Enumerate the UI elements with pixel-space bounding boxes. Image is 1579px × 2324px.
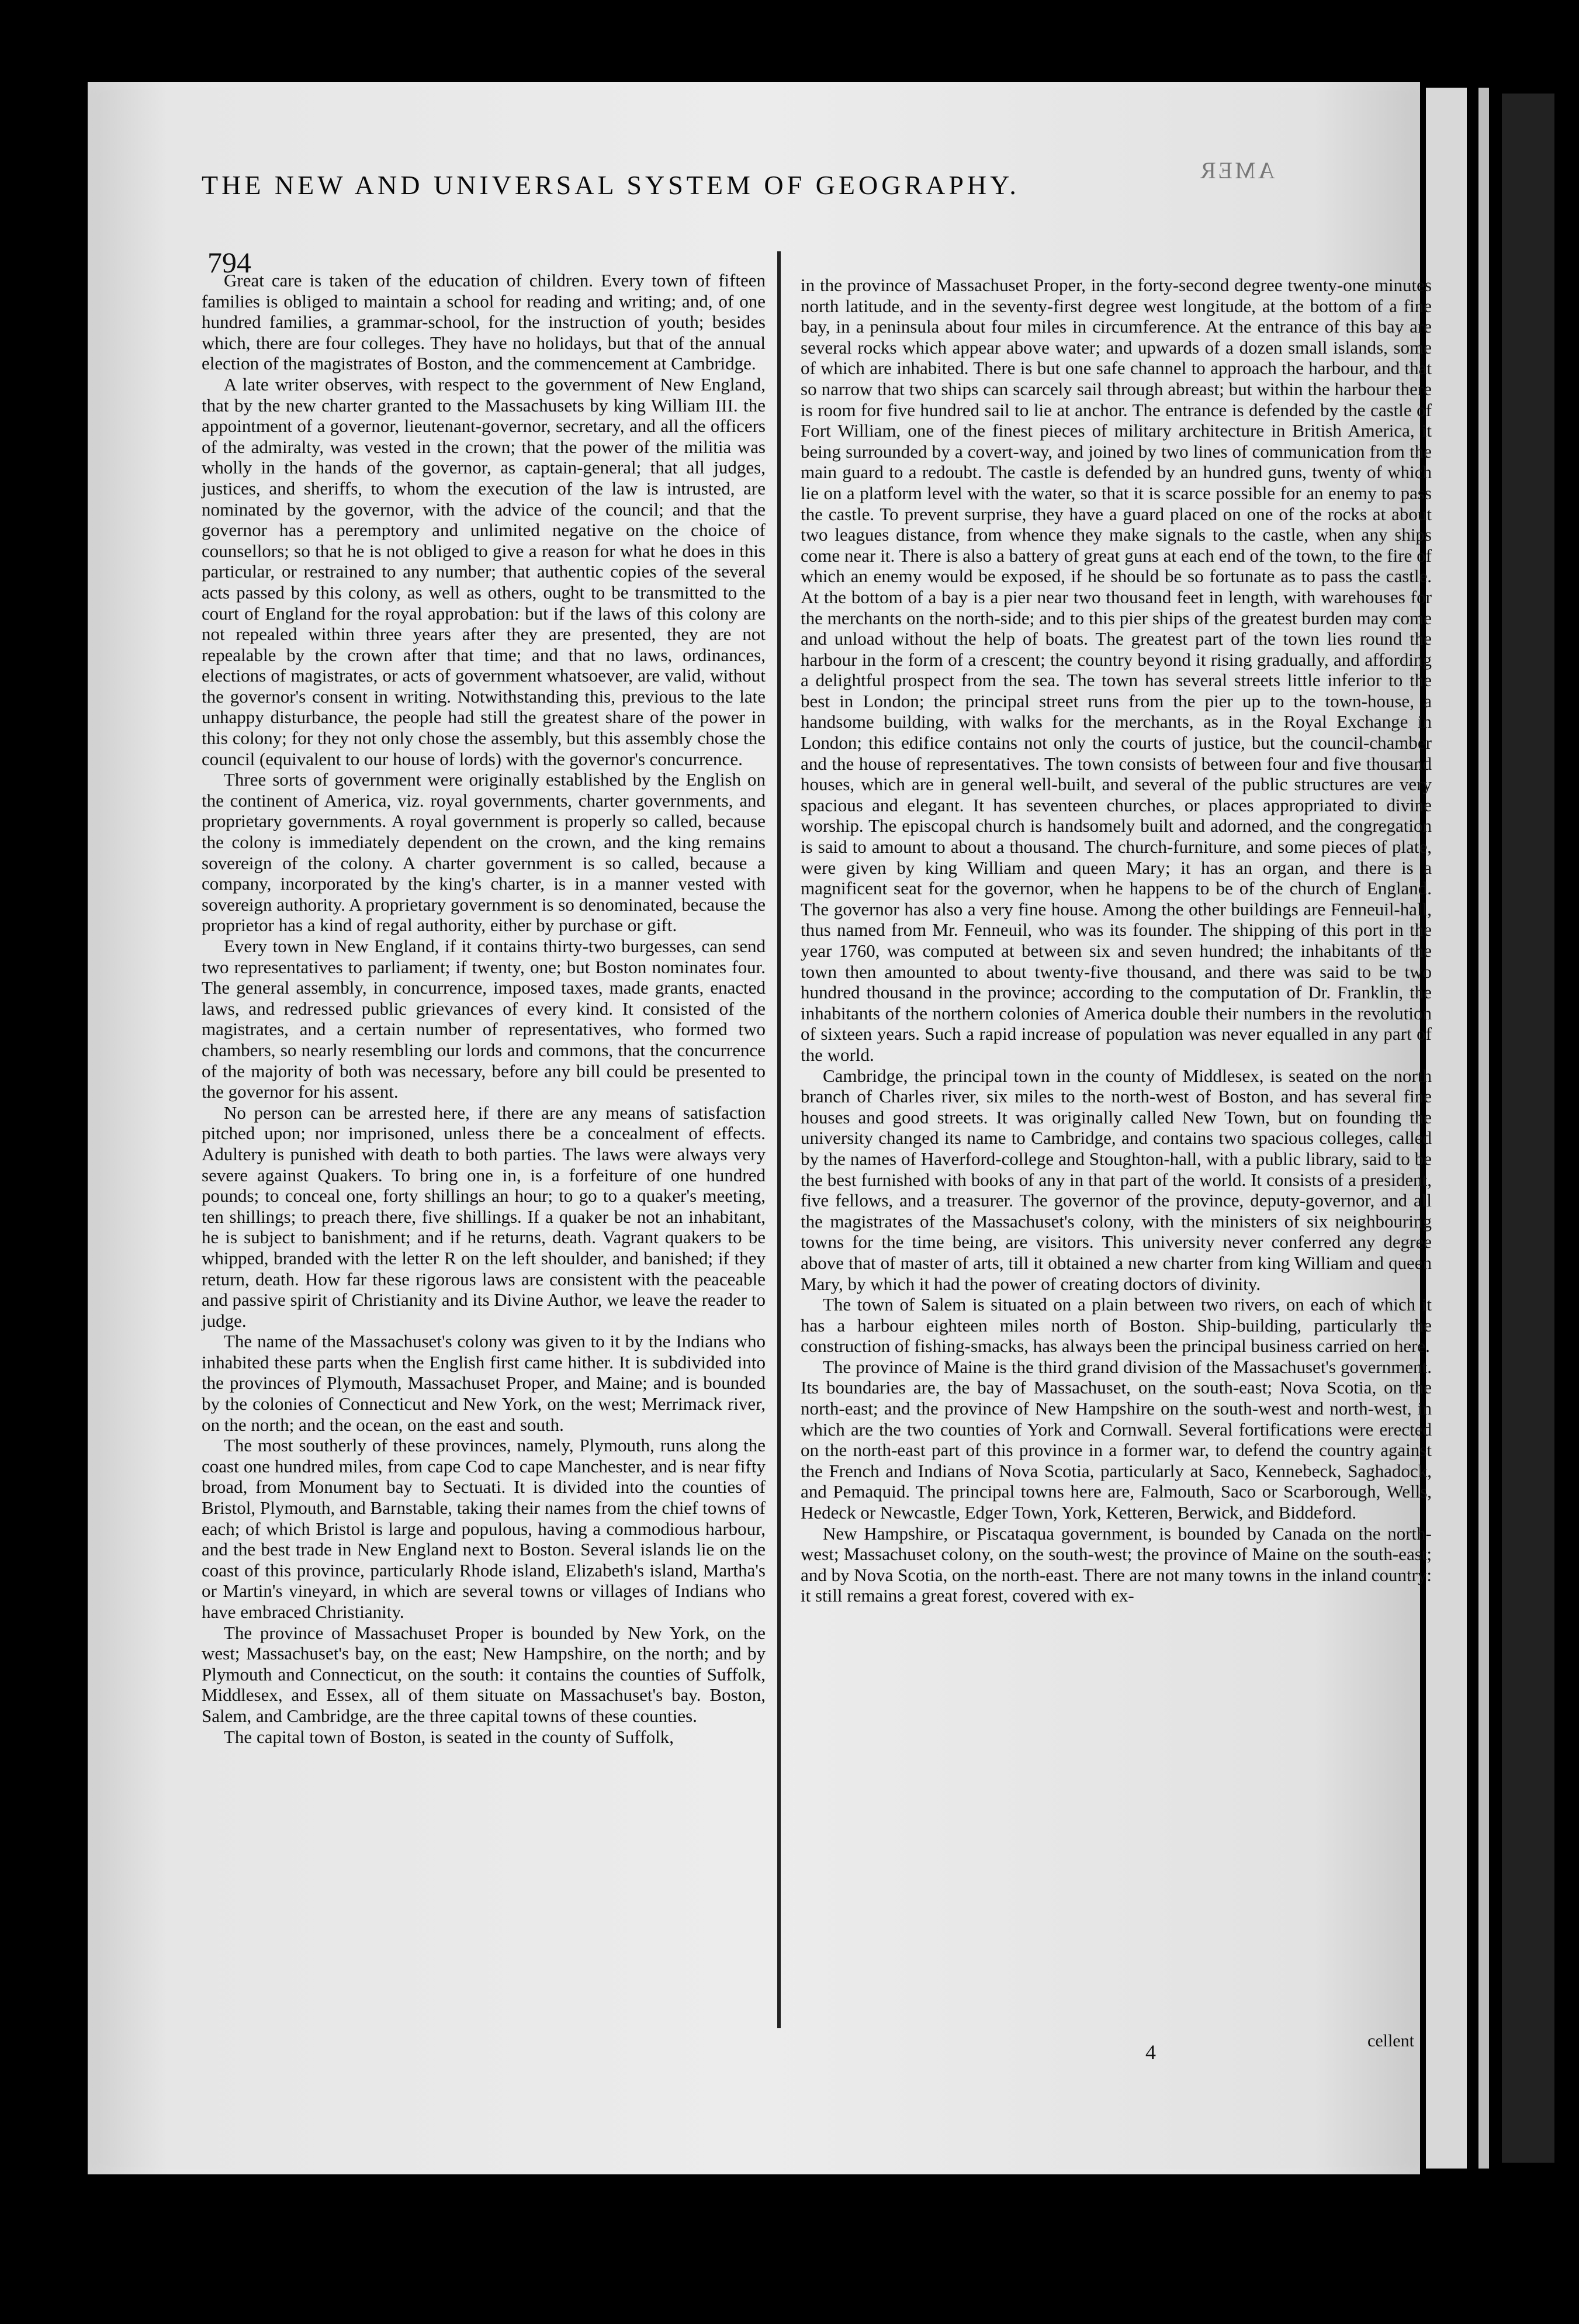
paragraph: The capital town of Boston, is seated in the county of Suffolk, bbox=[224, 1726, 674, 1747]
right-column bbox=[801, 275, 1432, 2075]
signature-mark: 4 bbox=[1145, 2041, 1156, 2064]
column-rule bbox=[777, 251, 781, 2028]
paragraph: The province of Massachuset Proper is bounded by New York, on the west; Massachuset's bay, on the east; New Hampshire, on the north; and by Plymouth and Connecticut, on the south: it contains the counties of Suffolk, Middlesex, and Essex, all of them situate on Massachuset's bay. Boston, Salem, and Cambridge, are the three capital towns of these counties. bbox=[202, 1622, 766, 1726]
left-column bbox=[202, 270, 766, 2076]
paragraph: A late writer observes, with respect to the government of New England, that by the new charter granted to the Massachusets by king William III. the appointment of a governor, lieutenant-governor, secretary, and all the officers of the admiralty, was vested in the crown; that the power of the militia was wholly in the hands of the governor, as captain-general; that all judges, justices, and sheriffs, to whom the execution of the law is intrusted, are nominated by the governor, with the advice of the council; and that the governor has a peremptory and unlimited negative on the choice of counsellors; so that he is not obliged to give a reason for what he does in this particular, or restrained to any number; that authentic copies of the several acts passed by this colony, as well as others, ought to be transmitted to the court of England for the royal approbation: but if the laws of this colony are not repealed within three years after they are presented, they are not repealable by the crown after that time; and that no laws, ordinances, elections of magistrates, or acts of government whatsoever, are valid, without the governor's consent in writing. Notwithstanding this, previous to the late unhappy disturbance, the people had still the greatest share of the power in this colony; for they not only chose the assembly, but this assembly chose the council (equivalent to our house of lords) with the governor's concurrence. bbox=[202, 374, 766, 769]
catchword: cellent bbox=[1367, 2031, 1414, 2050]
paragraph: Three sorts of government were originally established by the English on the continent of America, viz. royal governments, charter governments, and proprietary governments. A royal government is properly so called, because the colony is immediately dependent on the crown, and the king remains sovereign of the colony. A charter government is so called, because a company, incorporated by the king's charter, is in a manner vested with sovereign authority. A proprietary government is so denominated, because the proprietor has a kind of regal authority, either by purchase or gift. bbox=[202, 769, 766, 936]
paragraph: The province of Maine is the third grand division of the Massachuset's government. Its boundaries are, the bay of Massachuset, on the south-east; Nova Scotia, on the north-east; and the province of New Hampshire on the south-west and north-west, in which are the two counties of York and Cornwall. Several fortifications were erected on the north-east part of this province in a former war, to defend the country against the French and Indians of Nova Scotia, particularly at Saco, Kennebeck, Saghadock, and Pemaquid. The principal towns here are, Falmouth, Saco or Scarborough, Wells, Hedeck or Newcastle, Edger Town, York, Ketteren, Berwick, and Biddeford. bbox=[801, 1356, 1432, 1523]
paragraph: in the province of Massachuset Proper, in the forty-second degree twenty-one minutes north latitude, and in the seventy-first degree west longitude, at the bottom of a fine bay, in a peninsula about four miles in circumference. At the entrance of this bay are several rocks which appear above water; and upwards of a dozen small islands, some of which are inhabited. There is but one safe channel to approach the harbour, and that so narrow that two ships can scarcely sail through abreast; but within the harbour there is room for five hundred sail to lie at anchor. The entrance is defended by the castle of Fort William, one of the finest pieces of military architecture in British America, it being surrounded by a covert-way, and joined by two lines of communication from the main guard to a redoubt. The castle is defended by an hundred guns, twenty of which lie on a platform level with the water, so that it is scarce possible for an enemy to pass the castle. To prevent surprise, they have a guard placed on one of the rocks at about two leagues distance, from whence they make signals to the castle, when any ships come near it. There is also a battery of great guns at each end of the town, to the fire of which an enemy would be exposed, if he should be so fortunate as to pass the castle. At the bottom of a bay is a pier near two thousand feet in length, with warehouses for the merchants on the north-side; and to this pier ships of the greatest burden may come and unload without the help of boats. The greatest part of the town lies round the harbour in the form of a crescent; the country beyond it rising gradually, and affording a delightful prospect from the sea. The town has several streets little inferior to the best in London; the principal street runs from the pier up to the town-house, a handsome building, with walks for the merchants, as in the Royal Exchange in London; this edifice contains not only the courts of justice, but the council-chamber and the house of representatives. The town consists of between four and five thousand houses, which are in general well-built, and several of the public structures are very spacious and elegant. It has seventeen churches, or places appropriated to divine worship. The episcopal church is handsomely built and adorned, and the congregation is said to amount to about a thousand. The church-furniture, and some pieces of plate, were given by king William and queen Mary; it has an organ, and there is a magnificent seat for the governor, when he happens to be of the church of England. The governor has also a very fine house. Among the other buildings are Fenneuil-hall, thus named from Mr. Fenneuil, who was its founder. The shipping of this port in the year 1760, was computed at between six and seven hundred; the inhabitants of the town then amounted to about twenty-five thousand, and there was said to be two hundred thousand in the province; according to the computation of Dr. Franklin, the inhabitants of the northern colonies of America double their numbers in the revolution of sixteen years. Such a rapid increase of population was never equalled in any part of the world. bbox=[801, 275, 1432, 1065]
page-edge bbox=[1426, 88, 1467, 2169]
page-edge-shadow bbox=[1478, 88, 1489, 2169]
paragraph: No person can be arrested here, if there are any means of satisfaction pitched upon; nor imprisoned, unless there be a concealment of effects. Adultery is punished with death to both parties. The laws were always very severe against Quakers. To bring one in, is a forfeiture of one hundred pounds; to conceal one, forty shillings an hour; to go to a quaker's meeting, ten shillings; to preach there, five shillings. If a quaker be not an inhabitant, he is subject to banishment; and if he returns, death. Vagrant quakers to be whipped, branded with the letter R on the left shoulder, and banished; if they return, death. How far these rigorous laws are consistent with the peaceable and passive spirit of Christianity and its Divine Author, we leave the reader to judge. bbox=[202, 1102, 766, 1331]
paragraph: Every town in New England, if it contains thirty-two burgesses, can send two representatives to parliament; if twenty, one; but Boston nominates four. The general assembly, in concurrence, imposed taxes, made grants, enacted laws, and redressed public grievances of every kind. It consisted of the magistrates, and a certain number of representatives, who formed two chambers, so nearly resembling our lords and commons, that the concurrence of the majority of both was necessary, before any bill could be presented to the governor for his assent. bbox=[202, 936, 766, 1102]
facing-page-strip bbox=[1502, 94, 1554, 2163]
paragraph: Cambridge, the principal town in the county of Middlesex, is seated on the north branch of Charles river, six miles to the north-west of Boston, and has several fine houses and good streets. It was originally called New Town, but on founding the university changed its name to Cambridge, and contains two spacious colleges, called by the names of Haverford-college and Stoughton-hall, with a public library, said to be the best furnished with books of any in that part of the world. It consists of a president, five fellows, and a treasurer. The governor of the province, deputy-governor, and all the magistrates of the Massachuset's colony, with the ministers of six neighbouring towns for the time being, are visitors. This university never conferred any degree above that of master of arts, till it obtained a new charter from king William and queen Mary, by which it had the power of creating doctors of divinity. bbox=[801, 1065, 1432, 1294]
running-title: THE NEW AND UNIVERSAL SYSTEM OF GEOGRAPHY. bbox=[202, 170, 1020, 200]
paragraph: New Hampshire, or Piscataqua government, is bounded by Canada on the north-west; Massachuset colony, on the south-west; the province of Maine on the south-east; and by Nova Scotia, on the north-east. There are not many towns in the inland country: it still remains a great forest, covered with ex- bbox=[801, 1523, 1432, 1606]
paragraph: The name of the Massachuset's colony was given to it by the Indians who inhabited these parts when the English first came hither. It is subdivided into the provinces of Plymouth, Massachuset Proper, and Maine; and is bounded by the colonies of Connecticut and New York, on the west; Merrimack river, on the north; and the ocean, on the east and south. bbox=[202, 1331, 766, 1435]
paragraph: Great care is taken of the education of children. Every town of fifteen families is obliged to maintain a school for reading and writing; and, of one hundred families, a grammar-school, for the instruction of youth; besides which, there are four colleges. They have no holidays, but that of the annual election of the magistrates of Boston, and the commencement at Cambridge. bbox=[202, 270, 766, 374]
paragraph: The town of Salem is situated on a plain between two rivers, on each of which it has a harbour eighteen miles north of Boston. Ship-building, particularly the construction of fishing-smacks, has always been the principal business carried on here. bbox=[801, 1294, 1432, 1357]
paragraph: The most southerly of these provinces, namely, Plymouth, runs along the coast one hundred miles, from cape Cod to cape Manchester, and is near fifty broad, from Monument bay to Sectuati. It is divided into the counties of Bristol, Plymouth, and Barnstable, taking their names from the chief towns of each; of which Bristol is large and populous, having a commodious harbour, and the best trade in New England next to Boston. Several islands lie on the coast of this province, particularly Rhode island, Elizabeth's island, Martha's or Martin's vineyard, in which are several towns or villages of Indians who have embraced Christianity. bbox=[202, 1435, 766, 1622]
page-number: 794 bbox=[207, 246, 251, 279]
bleed-through-text: AMER bbox=[1198, 157, 1275, 184]
